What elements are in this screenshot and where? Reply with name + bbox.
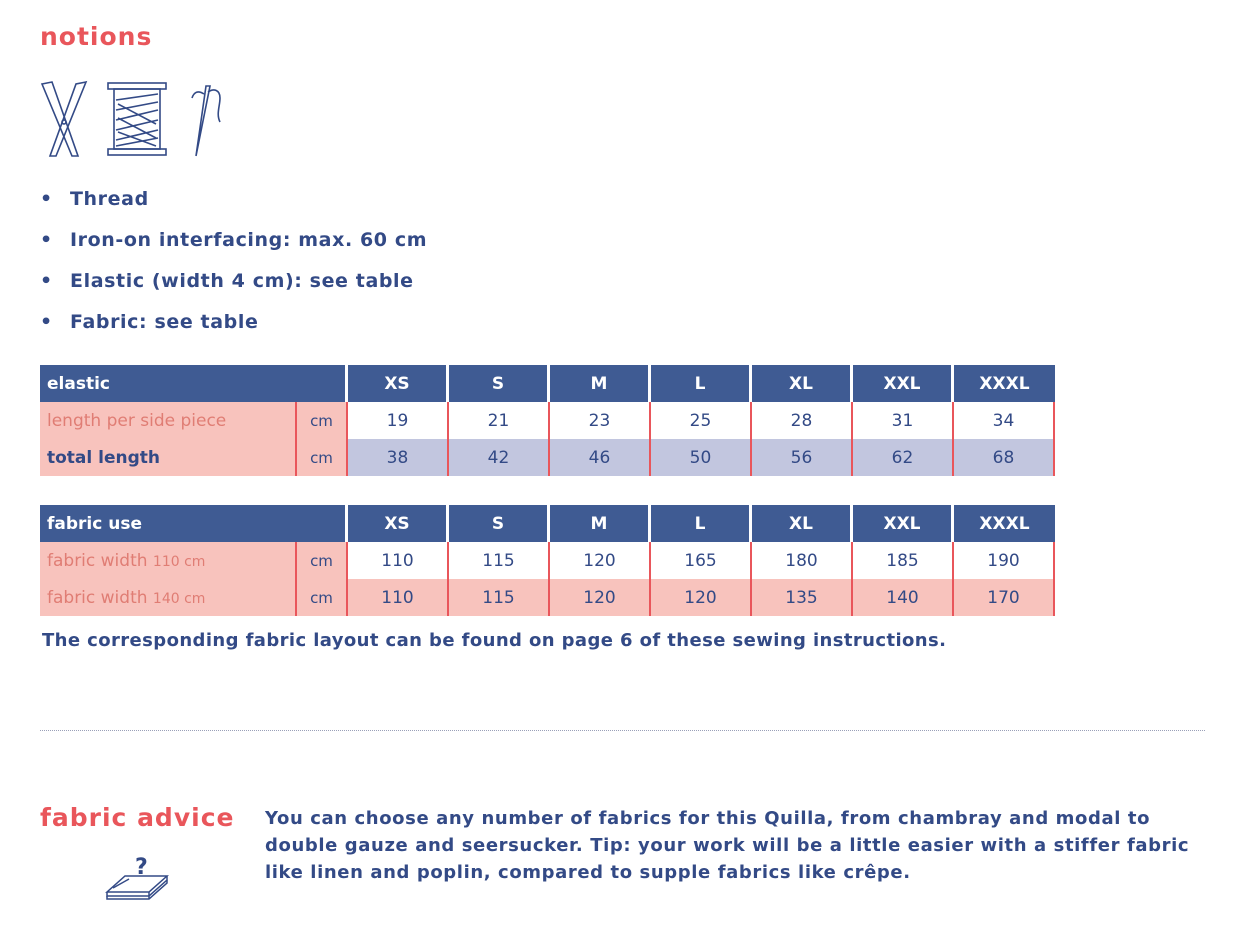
size-header: L <box>651 505 752 542</box>
table-cell: 110 <box>348 542 449 579</box>
table-cell: 23 <box>550 402 651 439</box>
table-cell: 50 <box>651 439 752 476</box>
table-cell: 56 <box>752 439 853 476</box>
table-cell: 120 <box>550 579 651 616</box>
size-header: XS <box>348 505 449 542</box>
thread-spool-icon <box>108 83 166 155</box>
scissors-icon <box>42 82 86 156</box>
size-header: M <box>550 365 651 402</box>
notions-list <box>40 185 427 349</box>
fabric-advice-title: fabric advice <box>40 803 235 832</box>
table-row <box>40 439 1055 476</box>
section-divider <box>40 730 1205 731</box>
table-header-label: elastic <box>40 365 348 402</box>
list-item-text: Elastic (width 4 cm): see table <box>70 270 414 292</box>
question-mark-icon: ? <box>135 855 148 880</box>
row-label <box>40 579 297 616</box>
row-label-width: 110 cm <box>152 553 206 570</box>
size-header: L <box>651 365 752 402</box>
notions-title: notions <box>40 22 153 51</box>
size-header: XS <box>348 365 449 402</box>
table-cell: 25 <box>651 402 752 439</box>
table-row <box>40 542 1055 579</box>
row-label: length per side piece <box>40 402 297 439</box>
row-unit: cm <box>297 439 348 476</box>
row-label <box>40 542 297 579</box>
table-header-row <box>40 505 1055 542</box>
table-cell: 120 <box>550 542 651 579</box>
needle-icon <box>192 86 220 156</box>
table-cell: 165 <box>651 542 752 579</box>
notions-icons <box>38 80 228 160</box>
table-cell: 115 <box>449 579 550 616</box>
list-item: • Elastic (width 4 cm): see table <box>40 270 414 292</box>
size-header: XXL <box>853 365 954 402</box>
table-cell: 21 <box>449 402 550 439</box>
size-header: XXXL <box>954 365 1055 402</box>
table-cell: 46 <box>550 439 651 476</box>
table-cell: 38 <box>348 439 449 476</box>
list-item: • Fabric: see table <box>40 311 259 333</box>
table-cell: 115 <box>449 542 550 579</box>
list-item: • Iron-on interfacing: max. 60 cm <box>40 229 428 251</box>
row-label-width: 140 cm <box>152 590 206 607</box>
row-unit: cm <box>297 579 348 616</box>
table-cell: 120 <box>651 579 752 616</box>
table-cell: 190 <box>954 542 1055 579</box>
fabric-advice-text: You can choose any number of fabrics for this Quilla, from chambray and modal to double gauze and seersucker. Tip: your work will be a little easier with a stiffer fabric like linen and poplin, compared to supple fabrics like crêpe. <box>265 808 1190 883</box>
list-item-text: Fabric: see table <box>70 311 259 333</box>
table-cell: 42 <box>449 439 550 476</box>
size-header: XXXL <box>954 505 1055 542</box>
size-header: XL <box>752 365 853 402</box>
table-cell: 28 <box>752 402 853 439</box>
row-unit: cm <box>297 542 348 579</box>
size-header: S <box>449 505 550 542</box>
table-cell: 170 <box>954 579 1055 616</box>
table-cell: 180 <box>752 542 853 579</box>
table-cell: 135 <box>752 579 853 616</box>
list-item-text: Thread <box>70 188 149 210</box>
row-unit: cm <box>297 402 348 439</box>
size-header: M <box>550 505 651 542</box>
row-label: total length <box>40 439 297 476</box>
table-header-row <box>40 365 1055 402</box>
row-label-text: fabric width <box>47 587 148 608</box>
table-cell: 62 <box>853 439 954 476</box>
list-item-text: Iron-on interfacing: max. 60 cm <box>70 229 428 251</box>
table-row <box>40 579 1055 616</box>
fabric-use-table <box>40 505 1055 616</box>
table-cell: 19 <box>348 402 449 439</box>
fabric-layout-note: The corresponding fabric layout can be found on page 6 of these sewing instructions. <box>42 630 947 651</box>
size-header: S <box>449 365 550 402</box>
table-cell: 110 <box>348 579 449 616</box>
fabric-stack-question-icon <box>105 852 169 902</box>
list-item: • Thread <box>40 188 149 210</box>
table-cell: 68 <box>954 439 1055 476</box>
table-row <box>40 402 1055 439</box>
table-cell: 185 <box>853 542 954 579</box>
size-header: XXL <box>853 505 954 542</box>
table-cell: 31 <box>853 402 954 439</box>
elastic-table <box>40 365 1055 476</box>
size-header: XL <box>752 505 853 542</box>
table-header-label: fabric use <box>40 505 348 542</box>
row-label-text: fabric width <box>47 550 148 571</box>
table-cell: 34 <box>954 402 1055 439</box>
table-cell: 140 <box>853 579 954 616</box>
